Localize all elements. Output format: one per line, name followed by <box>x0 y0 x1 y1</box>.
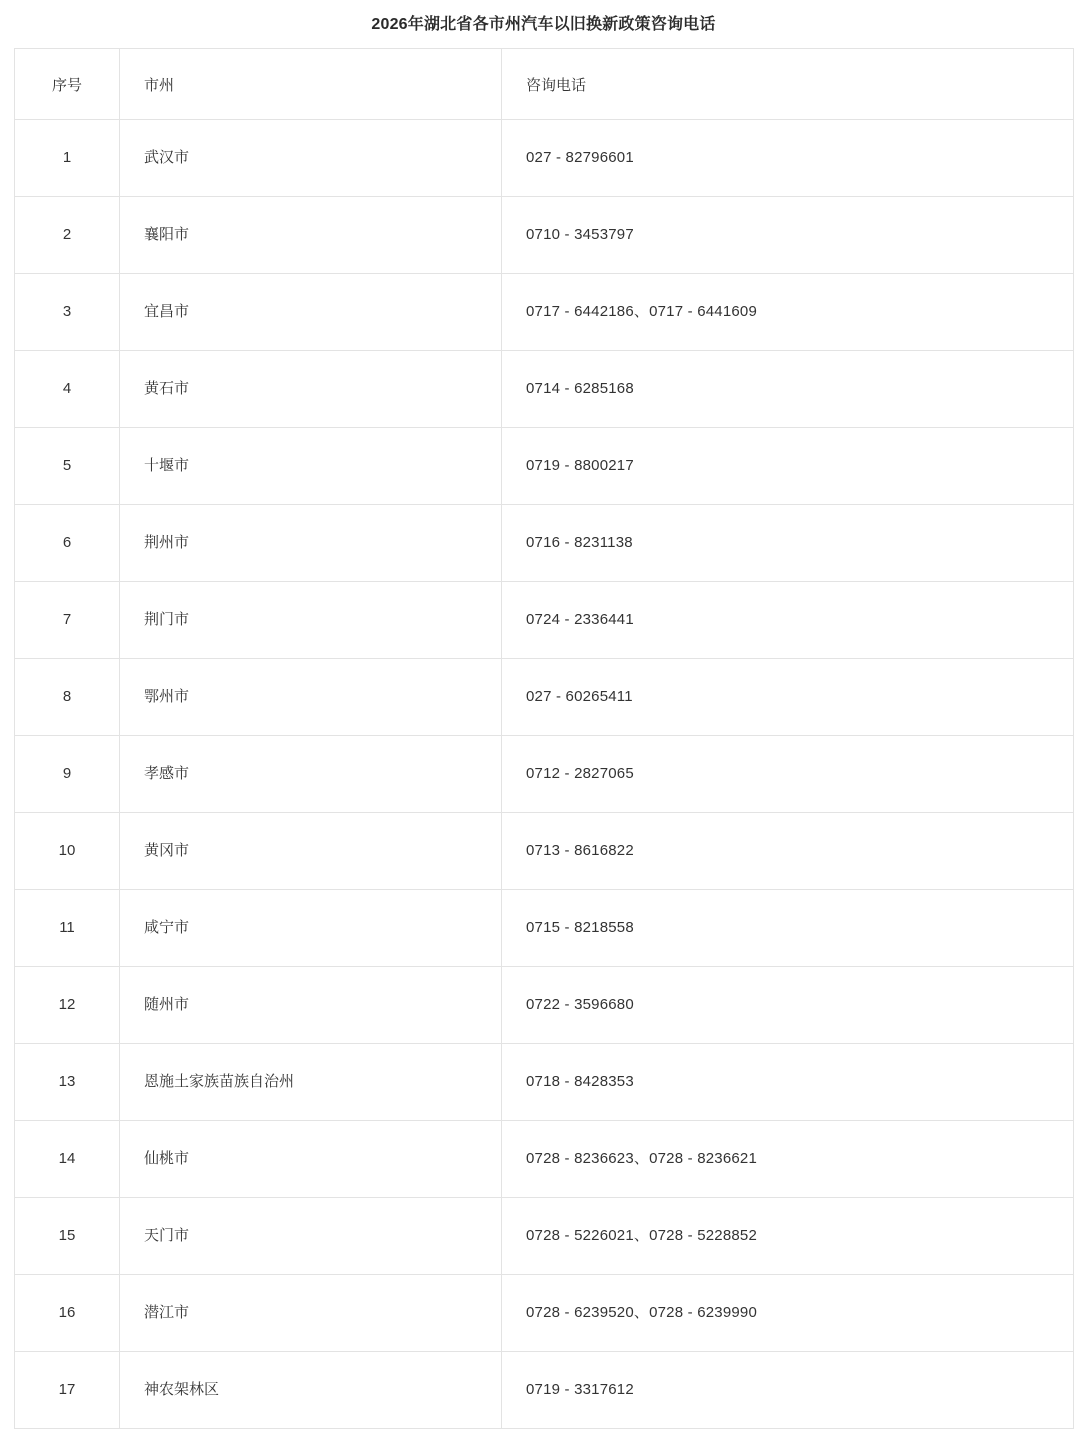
table-row <box>15 813 1074 890</box>
cell-phone: 0722 - 3596680 <box>502 967 1074 1044</box>
table-row <box>15 1275 1074 1352</box>
cell-city: 十堰市 <box>120 428 502 505</box>
table-row <box>15 736 1074 813</box>
cell-index: 14 <box>15 1121 120 1198</box>
cell-phone: 0728 - 8236623、0728 - 8236621 <box>502 1121 1074 1198</box>
consultation-phone-table <box>14 48 1074 1429</box>
cell-city: 孝感市 <box>120 736 502 813</box>
cell-phone: 0719 - 8800217 <box>502 428 1074 505</box>
cell-city: 荆门市 <box>120 582 502 659</box>
cell-phone: 0714 - 6285168 <box>502 351 1074 428</box>
page-title: 2026年湖北省各市州汽车以旧换新政策咨询电话 <box>371 16 716 33</box>
cell-city: 宜昌市 <box>120 274 502 351</box>
cell-index: 3 <box>15 274 120 351</box>
cell-index: 12 <box>15 967 120 1044</box>
table-body <box>15 120 1074 1429</box>
cell-index: 2 <box>15 197 120 274</box>
cell-phone: 027 - 60265411 <box>502 659 1074 736</box>
cell-index: 5 <box>15 428 120 505</box>
cell-phone: 0719 - 3317612 <box>502 1352 1074 1429</box>
cell-index: 11 <box>15 890 120 967</box>
cell-city: 恩施土家族苗族自治州 <box>120 1044 502 1121</box>
cell-city: 襄阳市 <box>120 197 502 274</box>
cell-index: 4 <box>15 351 120 428</box>
cell-index: 13 <box>15 1044 120 1121</box>
cell-city: 随州市 <box>120 967 502 1044</box>
table-container <box>0 48 1087 1429</box>
column-header-phone: 咨询电话 <box>502 49 1074 120</box>
cell-phone: 0717 - 6442186、0717 - 6441609 <box>502 274 1074 351</box>
cell-city: 黄冈市 <box>120 813 502 890</box>
cell-phone: 0713 - 8616822 <box>502 813 1074 890</box>
cell-index: 17 <box>15 1352 120 1429</box>
cell-city: 鄂州市 <box>120 659 502 736</box>
table-row <box>15 1352 1074 1429</box>
table-row <box>15 274 1074 351</box>
cell-phone: 0718 - 8428353 <box>502 1044 1074 1121</box>
table-row <box>15 197 1074 274</box>
table-row <box>15 428 1074 505</box>
table-row <box>15 659 1074 736</box>
cell-city: 天门市 <box>120 1198 502 1275</box>
table-header-row <box>15 49 1074 120</box>
table-row <box>15 351 1074 428</box>
cell-city: 咸宁市 <box>120 890 502 967</box>
cell-index: 15 <box>15 1198 120 1275</box>
cell-index: 6 <box>15 505 120 582</box>
cell-index: 1 <box>15 120 120 197</box>
cell-index: 7 <box>15 582 120 659</box>
table-header <box>15 49 1074 120</box>
cell-index: 9 <box>15 736 120 813</box>
table-row <box>15 967 1074 1044</box>
table-row <box>15 1044 1074 1121</box>
cell-index: 16 <box>15 1275 120 1352</box>
cell-city: 武汉市 <box>120 120 502 197</box>
cell-phone: 0728 - 5226021、0728 - 5228852 <box>502 1198 1074 1275</box>
table-row <box>15 582 1074 659</box>
table-row <box>15 890 1074 967</box>
column-header-index: 序号 <box>15 49 120 120</box>
cell-phone: 0728 - 6239520、0728 - 6239990 <box>502 1275 1074 1352</box>
cell-index: 10 <box>15 813 120 890</box>
cell-index: 8 <box>15 659 120 736</box>
cell-phone: 0710 - 3453797 <box>502 197 1074 274</box>
column-header-city: 市州 <box>120 49 502 120</box>
cell-phone: 0716 - 8231138 <box>502 505 1074 582</box>
cell-phone: 0724 - 2336441 <box>502 582 1074 659</box>
table-row <box>15 1198 1074 1275</box>
table-row <box>15 120 1074 197</box>
table-row <box>15 505 1074 582</box>
cell-phone: 027 - 82796601 <box>502 120 1074 197</box>
cell-phone: 0715 - 8218558 <box>502 890 1074 967</box>
cell-city: 仙桃市 <box>120 1121 502 1198</box>
cell-city: 神农架林区 <box>120 1352 502 1429</box>
cell-city: 荆州市 <box>120 505 502 582</box>
cell-city: 黄石市 <box>120 351 502 428</box>
cell-phone: 0712 - 2827065 <box>502 736 1074 813</box>
cell-city: 潜江市 <box>120 1275 502 1352</box>
table-row <box>15 1121 1074 1198</box>
